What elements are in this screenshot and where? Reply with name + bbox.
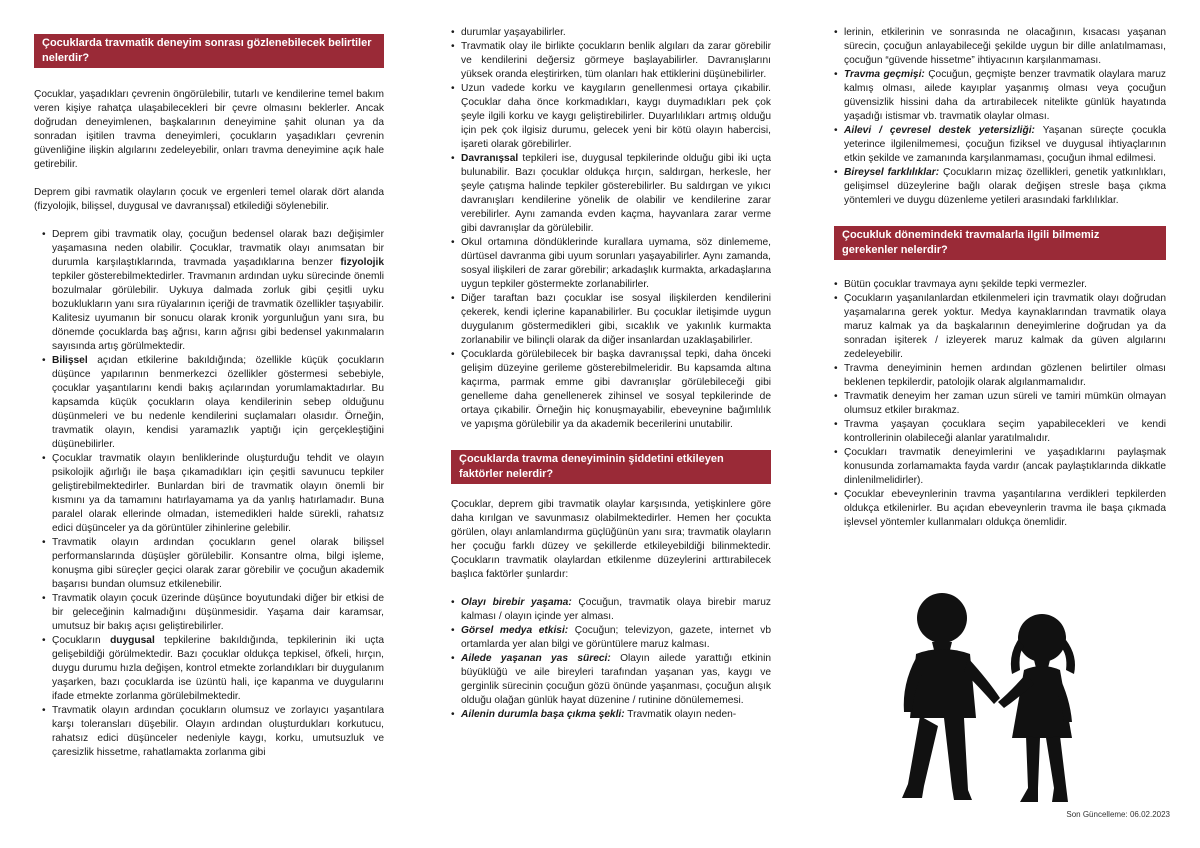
list-item: • Travma deneyiminin hemen ardından gözlenen belirtiler olması beklenen tepkilerdir, patolojik olarak algılanmamalıdır. xyxy=(834,362,1166,390)
list-item: • Çocukları travmatik deneyimlerini ve yaşadıklarını paylaşmak konusunda zorlamamakta fayda vardır (ancak paylaştıklarında dikkatle dinlenilmelidirler). xyxy=(834,446,1166,488)
list-item: • Olayı birebir yaşama: Çocuğun, travmatik olaya birebir maruz kalması / olayın içinde yer alması. xyxy=(451,596,771,624)
silhouette-girl xyxy=(998,614,1075,802)
list-item: • Çocuklar ebeveynlerinin travma yaşantılarına verdikleri tepkilerden oldukça etkilenirler. Bu açıdan ebeveynlerin travma ile başa çıkmada işlevsel yöntemler kullanmaları oldukça önemlidir. xyxy=(834,488,1166,530)
list-item: • Travmatik olay ile birlikte çocukların benlik algıları da zarar görebilir ve kendilerini değersiz görmeye başlayabilirler. Davranışlarını yüksek oranda eleştirirken, tüm olanları hak ettiklerini düşünebilirler. xyxy=(451,40,771,82)
list-item: • Travma yaşayan çocuklara seçim yapabilecekleri ve kendi kontrollerinin olabileceği alanlar yaratılmalıdır. xyxy=(834,418,1166,446)
list-item: • Çocuklar travmatik olayın benliklerinde oluşturduğu tehdit ve olayın psikolojik ağırlığı ile başa çıkamadıkları için çeşitli savunucu tepkiler geliştirebilmektedirler. Bunlardan biri de travmatik olayın önemli bir kısmını ya da tamamını hatırlayamama ya da yanlış hatırlamadır. Buna paralel olarak ellerinde olmadan, istemedikleri halde sürekli, rahatsız edici düşünceler ya da görüntüler zihinlerine gelebilir. xyxy=(42,452,384,536)
list-item: • Ailenin durumla başa çıkma şekli: Travmatik olayın neden- xyxy=(451,708,771,722)
list-item: • Travmatik deneyim her zaman uzun süreli ve tamiri mümkün olmayan olumsuz etkiler bırakmaz. xyxy=(834,390,1166,418)
column-left xyxy=(34,0,384,848)
list-item: • Görsel medya etkisi: Çocuğun; televizyon, gazete, internet vb ortamlarda yer alan bilgi ve görüntülere maruz kalması. xyxy=(451,624,771,652)
list-item: • Okul ortamına döndüklerinde kurallara uymama, söz dinlememe, dürtüsel davranma gibi uyum sorunları yaşayabilirler. Aynı zamanda, sosyal ilişkileri de zarar görebilir; arkadaşlık kurmakta, arkadaşlarına uygun tepkiler göstermekte zorlanabilirler. xyxy=(451,236,771,292)
list-item: • Bireysel farklılıklar: Çocukların mizaç özellikleri, genetik yatkınlıkları, gelişimsel düzeylerine bağlı olarak değişen stresle başa çıkma yöntemleri ve duygu düzenleme yetileri arasındaki farklılıklar. xyxy=(834,166,1166,208)
need-to-know-list xyxy=(834,278,1166,530)
list-item: • Travmatik olayın ardından çocukların genel olarak bilişsel performanslarında düşüşler görülebilir. Konsantre olma, bilgi işleme, konuşma gibi süreçler geçici olarak zarar görebilir ve çocuğun akademik başarısı bundan olumsuz etkilenebilir. xyxy=(42,536,384,592)
list-item: • Travmatik olayın ardından çocukların olumsuz ve zorlayıcı yaşantılara karşı toleransları düşebilir. Olayın ardından oluşturdukları korkutucu, rahatsız edici düşünceler nedeniyle kaygı, korku, umutsuzluk ve çaresizlik hissetme, rahatlamakta zorlanma gibi xyxy=(42,704,384,760)
list-item: • Deprem gibi travmatik olay, çocuğun bedensel olarak bazı değişimler yaşamasına neden olabilir. Çocuklar, travmatik olayı anımsatan bir durumla karşılaştıklarında, travmada yaşadıklarına benzer fizyolojik tepkiler gösterebilmektedirler. Travmanın ardından uyku sürecinde önemli bozulmalar görülebilir. Uykuya dalmada zorluk gibi çeşitli uyku bozuklukların yanı sıra rüyalarının içeriği de travmatik özellikler taşıyabilir. Kalitesiz uyumanın bir sonucu olarak kronik yorgunluğun yanı sıra, bu dönemde çocuklarda baş ağrısı, karın ağrısı gibi bedensel yakınmaların sayısında artış görülmektedir. xyxy=(42,228,384,354)
intro-paragraph: Çocuklar, yaşadıkları çevrenin öngörülebilir, tutarlı ve kendilerine temel bakım veren kişiye rahatça ulaşabilecekleri bir çevre olmasını beklerler. Ancak doğrudan deneyimlenen, başkalarının deneyimine şahit olunan ya da sonradan işitilen travma deneyimleri, çocukların yaşadıkları çevrenin güvenliğine ilişkin algılarını zedeleyebilir, onları travma deneyimine açık hale getirebilir. xyxy=(34,89,384,170)
list-item: • lerinin, etkilerinin ve sonrasında ne olacağının, kısacası yaşanan sürecin, çocuğun anlayabileceği şekilde uygun bir dille anlatılmaması, çocuğun “güvende hissetme” ihtiyacının karşılanmaması. xyxy=(834,26,1166,68)
list-item: • Travma geçmişi: Çocuğun, geçmişte benzer travmatik olaylara maruz kalmış olması, ailede kayıplar yaşanmış olması veya çocuğun güvensizlik hissini daha da artırabilecek nitelikte günlük hayatında yaşadığı istismar vb. travmatik olaylar olması. xyxy=(834,68,1166,124)
factor-list xyxy=(451,596,771,722)
list-item: • Uzun vadede korku ve kaygıların genellenmesi ortaya çıkabilir. Çocuklar daha önce korkmadıkları, kaygı duymadıkları pek çok şeyle ilgili korku ve kaygı geliştirebilirler. Duyarlılıkları artmış olduğu için pek çok ilgisiz durumu, gelecek yeni bir kötü olayın habercisi, işareti olarak görebilirler. xyxy=(451,82,771,152)
section-heading-factors: Çocuklarda travma deneyiminin şiddetini etkileyen faktörler nelerdir? xyxy=(451,450,771,484)
list-item: • Davranışsal tepkileri ise, duygusal tepkilerinde olduğu gibi iki uçta bulunabilir. Bazı çocuklar oldukça hırçın, saldırgan, herkesle, her şeyle çatışma halinde tepkiler gösterebilirler. Bu saldırgan ve yıkıcı davranışları kendilerine yönelik de olabilir ve kendilerine zarar verebilirler. Aynı zamanda evden kaçma, hayvanlara zarar verme gibi davranışlar da görülebilir. xyxy=(451,152,771,236)
list-item: • Travmatik olayın çocuk üzerinde düşünce boyutundaki diğer bir etkisi de bir geleceğinin kalmadığını düşünmesidir. Yaşama dair karamsar, umutsuz bir bakış açısı geliştirebilirler. xyxy=(42,592,384,634)
list-item: • Çocuklarda görülebilecek bir başka davranışsal tepki, daha önceki gelişim düzeyine gerileme gösterebilmeleridir. Bu kapsamda altına kaçırma, parmak emme gibi davranışlar görülebileceği gibi genelleme daha genellenerek zihinsel ve sosyal tepkilerinde de ortaya çıkabilir. Örneğin hiç konuşmayabilir, ebeveynine bağımlılık ve yapışma görülebilir ya da akademik becerilerini unutabilir. xyxy=(451,348,771,432)
symptom-list xyxy=(34,228,384,760)
list-item: • Çocukların yaşanılanlardan etkilenmeleri için travmatik olayı doğrudan yaşamalarına gerek yoktur. Medya kaynaklarından travmatik olaya maruz kalmak ya da başkalarının deneyimlerine doğrudan ya da sonradan işiterek / izleyerek maruz kalmak da güven algılarını zedeleyebilir. xyxy=(834,292,1166,362)
factor-list-continued xyxy=(834,26,1166,208)
factors-intro-paragraph: Çocuklar, deprem gibi travmatik olaylar karşısında, yetişkinlere göre daha kırılgan ve savunmasız olabilmektedirler. Hemen her çocukta görülen, olayı anlamlandırma güçlüğünün yanı sıra; travmatik olayların her çocuğu farklı düzey ve şekillerde etkileyebildiği bilinmektedir. Çocukların travmatik olaylardan etkilenme düzeylerini arttırabilecek başlıca faktörler şunlardır: xyxy=(451,499,771,580)
symptom-list-continued xyxy=(451,26,771,432)
list-item: • Ailede yaşanan yas süreci: Olayın ailede yarattığı etkinin büyüklüğü ve aile bireyleri tarafından yaşanan yas, kaygı ve gerginlik sürecinin çocuğun gözü önünde yaşanması, çocuğun alışık olduğu olağan günlük hayat düzenine / rutinine dönülememesi. xyxy=(451,652,771,708)
list-item: • Diğer taraftan bazı çocuklar ise sosyal ilişkilerden kendilerini çekerek, kendi içlerine kapanabilirler. Bu çocuklar iletişimde uygun duygulanım göstermedikleri gibi, sıcaklık ve yakınlık kurmakta zorlanabilir ve bilinçli olarak da diğer insanlardan uzaklaşabilirler. xyxy=(451,292,771,348)
list-item: • durumlar yaşayabilirler. xyxy=(451,26,771,40)
list-item: • Bütün çocuklar travmaya aynı şekilde tepki vermezler. xyxy=(834,278,1166,292)
children-silhouette-image xyxy=(892,588,1126,810)
last-updated-note: Son Güncelleme: 06.02.2023 xyxy=(1066,810,1170,819)
column-middle xyxy=(451,0,771,848)
silhouette-boy xyxy=(902,593,1000,800)
section-heading-need-to-know: Çocukluk dönemindeki travmalarla ilgili bilmemiz gerekenler nelerdir? xyxy=(834,226,1166,260)
list-item: • Ailevi / çevresel destek yetersizliği: Yaşanan süreçte çocukla yeterince ilgilenilmemesi, çocuğun fiziksel ve duygusal ihtiyaçlarının etkin şekilde ve zamanında karşılanmaması, çocuğun ihmal edilmesi. xyxy=(834,124,1166,166)
list-item: • Bilişsel açıdan etkilerine bakıldığında; özellikle küçük çocukların düşünce yapılarının benmerkezci özellikler göstermesi sebebiyle, çocuklar yaşantılarını kendi bakış açılarından yorumlamaktadırlar. Bu kapsamda küçük çocukların olaya kendilerinin sebep olduğunu düşünmeleri ve bu nedenle kendilerini suçlamaları olasıdır. Örneğin, travmatik olayın, kendisi yaramazlık yaptığı için gerçekleştiğini düşünebilirler. xyxy=(42,354,384,452)
section-heading-symptoms: Çocuklarda travmatik deneyim sonrası gözlenebilecek belirtiler nelerdir? xyxy=(34,34,384,68)
domains-paragraph: Deprem gibi ravmatik olayların çocuk ve ergenleri temel olarak dört alanda (fizyolojik, bilişsel, duygusal ve davranışsal) etkilediği söylenebilir. xyxy=(34,187,384,212)
list-item: • Çocukların duygusal tepkilerine bakıldığında, tepkilerinin iki uçta gelişebildiği görülmektedir. Bazı çocuklar oldukça tepkisel, öfkeli, hırçın, duygu durumu hızla değişen, kontrol etmekte zorlandıkları bir duygulanım yaşarken, bazı çocuklarda ise üzüntü hali, içe kapanma ve duygularını ifade etmekte zorlanma görülebilmektedir. xyxy=(42,634,384,704)
